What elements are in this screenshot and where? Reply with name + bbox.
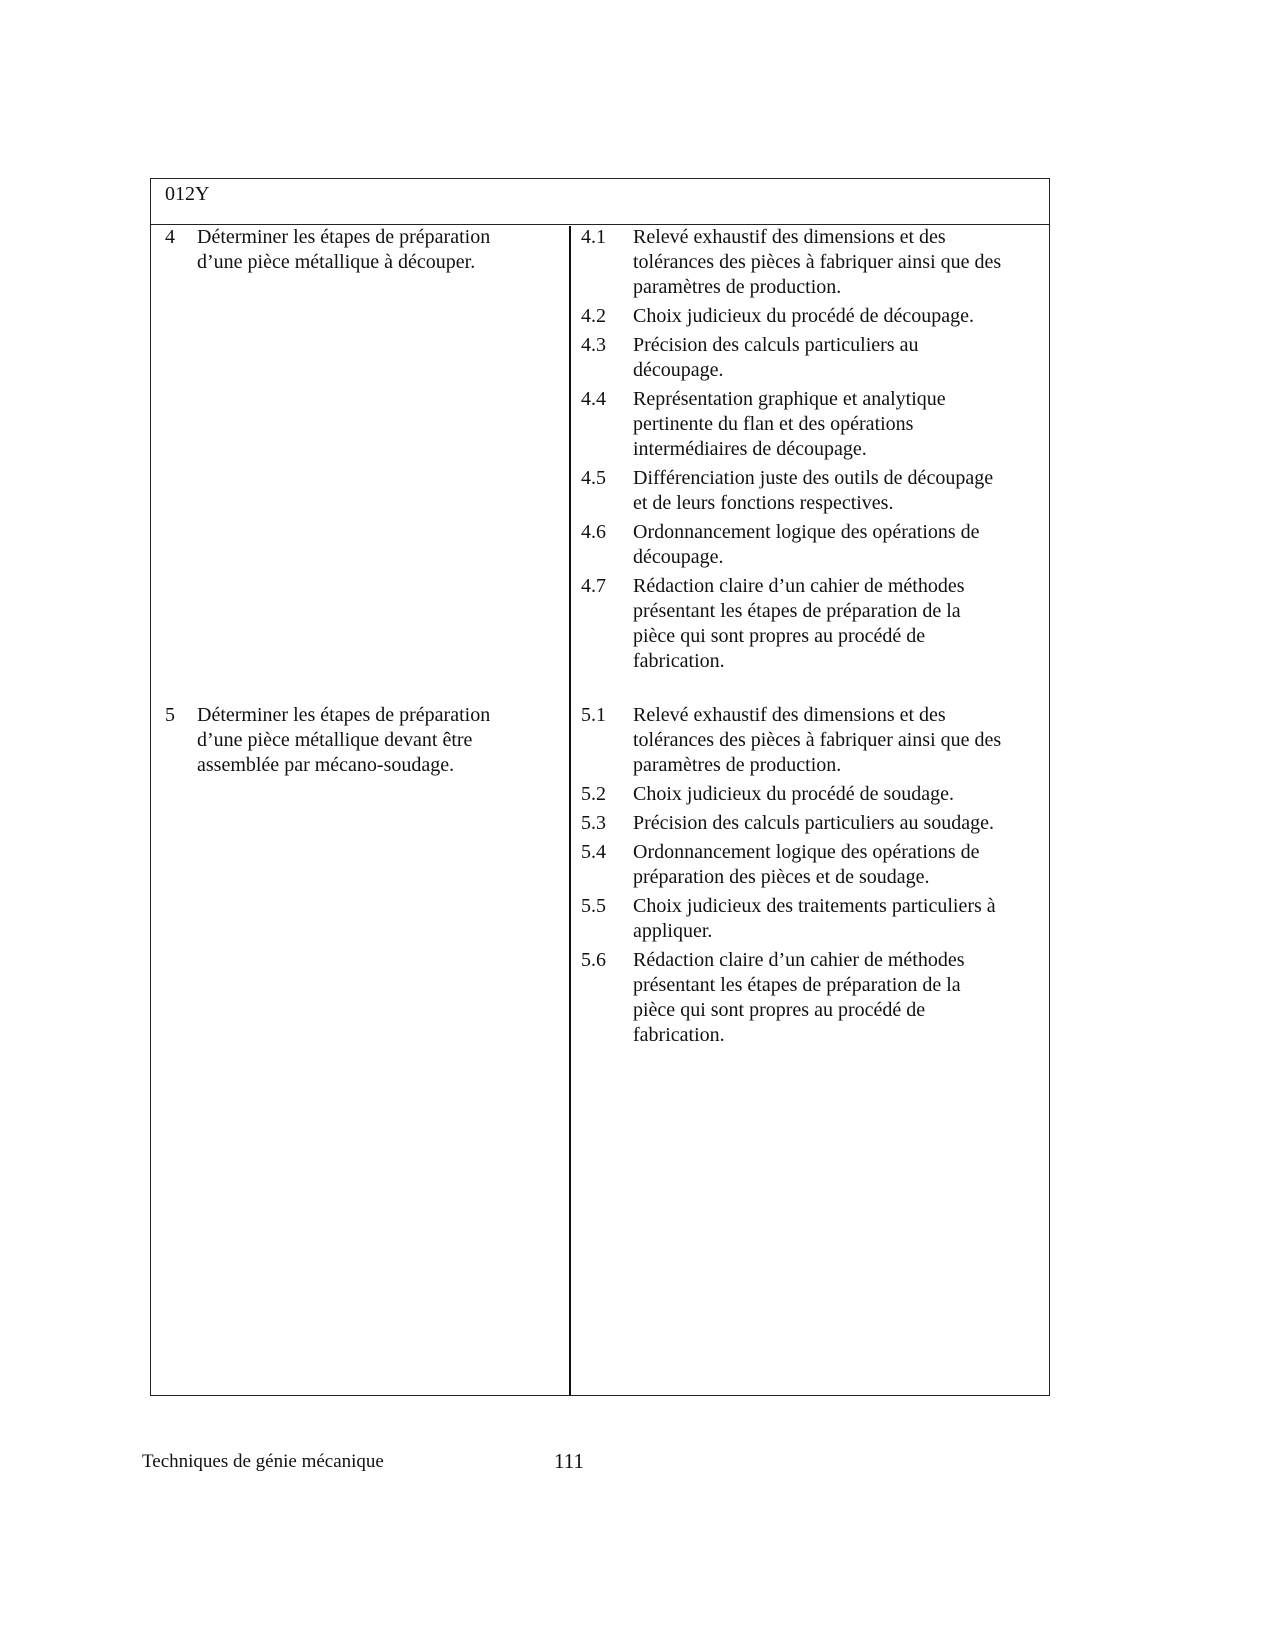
criterion-number: 5.1 [581, 704, 606, 726]
criterion-number: 5.5 [581, 895, 606, 917]
criterion-number: 4.2 [581, 305, 606, 327]
criterion-item [581, 840, 1051, 890]
column-divider [569, 226, 571, 1395]
criterion-number: 5.4 [581, 841, 606, 863]
element-number: 4 [165, 226, 175, 248]
criterion-text: Ordonnancement logique des opérations de préparation des pièces et de soudage. [633, 841, 980, 888]
competency-table [150, 178, 1050, 1396]
criterion-number: 4.5 [581, 467, 606, 489]
element-number: 5 [165, 704, 175, 726]
criterion-item [581, 782, 1051, 807]
criterion-number: 4.6 [581, 521, 606, 543]
criterion-text: Différenciation juste des outils de découpage et de leurs fonctions respectives. [633, 467, 994, 514]
page-number: 111 [554, 1449, 584, 1473]
criteria-5 [581, 703, 1051, 1052]
criterion-number: 4.1 [581, 226, 606, 248]
criterion-item [581, 466, 1051, 516]
criterion-item [581, 225, 1051, 300]
criterion-text: Relevé exhaustif des dimensions et des tolérances des pièces à fabriquer ainsi que des paramètres de production. [633, 226, 1002, 298]
criterion-text: Ordonnancement logique des opérations de découpage. [633, 521, 980, 568]
criterion-text: Choix judicieux du procédé de découpage. [633, 305, 974, 327]
criterion-number: 5.3 [581, 812, 606, 834]
criterion-item [581, 304, 1051, 329]
criterion-text: Représentation graphique et analytique pertinente du flan et des opérations intermédiaires de découpage. [633, 388, 946, 460]
criterion-text: Relevé exhaustif des dimensions et des tolérances des pièces à fabriquer ainsi que des paramètres de production. [633, 704, 1002, 776]
element-5-row [165, 703, 555, 778]
criterion-number: 4.4 [581, 388, 606, 410]
element-4 [165, 225, 555, 279]
course-code: 012Y [165, 183, 210, 205]
criterion-item [581, 894, 1051, 944]
criterion-text: Choix judicieux du procédé de soudage. [633, 783, 955, 805]
criterion-text: Rédaction claire d’un cahier de méthodes présentant les étapes de préparation de la pièce qui sont propres au procédé de fabrication. [633, 949, 965, 1046]
footer-title: Techniques de génie mécanique [142, 1451, 384, 1472]
criterion-text: Rédaction claire d’un cahier de méthodes présentant les étapes de préparation de la pièce qui sont propres au procédé de fabrication. [633, 575, 965, 672]
criteria-4 [581, 225, 1051, 678]
criterion-text: Choix judicieux des traitements particuliers à appliquer. [633, 895, 996, 942]
criterion-item [581, 574, 1051, 674]
criterion-text: Précision des calculs particuliers au soudage. [633, 812, 994, 834]
criterion-item [581, 520, 1051, 570]
criterion-text: Précision des calculs particuliers au découpage. [633, 334, 919, 381]
criterion-item [581, 333, 1051, 383]
criterion-item [581, 811, 1051, 836]
criterion-item [581, 387, 1051, 462]
criterion-number: 5.6 [581, 949, 606, 971]
criterion-item [581, 948, 1051, 1048]
criterion-number: 4.7 [581, 575, 606, 597]
element-4-row [165, 225, 555, 275]
criterion-number: 4.3 [581, 334, 606, 356]
element-5 [165, 703, 555, 782]
element-title: Déterminer les étapes de préparation d’une pièce métallique devant être assemblée par mécano-soudage. [197, 704, 491, 776]
criterion-item [581, 703, 1051, 778]
criterion-number: 5.2 [581, 783, 606, 805]
element-title: Déterminer les étapes de préparation d’une pièce métallique à découper. [197, 226, 491, 273]
